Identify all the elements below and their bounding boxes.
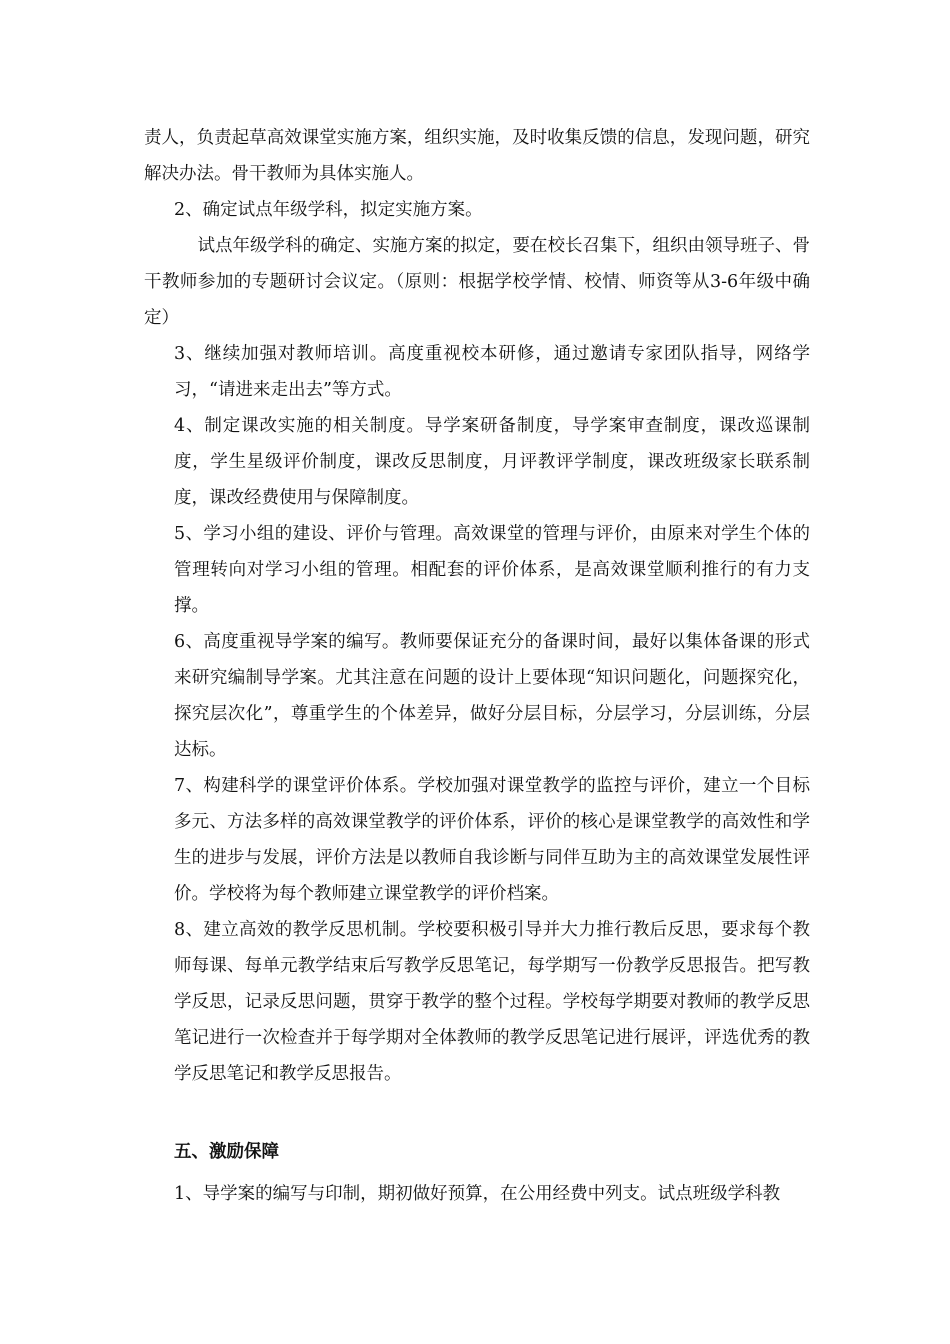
item-2-title: 2、确定试点年级学科，拟定实施方案。 xyxy=(174,200,483,220)
item-8-reflection-mechanism: 8、建立高效的教学反思机制。学校要积极引导并大力推行教后反思，要求每个教师每课、每单元教学结束后写教学反思笔记，每学期写一份教学反思报告。把写教学反思，记录反思问题，贯穿于教学的整个过程。学校每学期要对教师的教学反思笔记进行一次检查并于每学期对全体教师的教学反思笔记进行展评，评选优秀的教学反思笔记和教学反思报告。 xyxy=(174,920,810,1084)
section-heading-incentive: 五、激励保障 xyxy=(174,1142,279,1162)
item-6-learning-plans: 6、高度重视导学案的编写。教师要保证充分的备课时间，最好以集体备课的形式来研究编制导学案。尤其注意在问题的设计上要体现“知识问题化，问题探究化，探究层次化”，尊重学生的个体差异，做好分层目标，分层学习，分层训练，分层达标。 xyxy=(174,632,810,760)
item-4-reform-systems: 4、制定课改实施的相关制度。导学案研备制度，导学案审查制度，课改巡课制度，学生星级评价制度，课改反思制度，月评教评学制度，课改班级家长联系制度，课改经费使用与保障制度。 xyxy=(174,416,810,508)
item-3-teacher-training: 3、继续加强对教师培训。高度重视校本研修，通过邀请专家团队指导，网络学习，“请进来走出去”等方式。 xyxy=(174,344,810,400)
paragraph-responsibility: 责人，负责起草高效课堂实施方案，组织实施，及时收集反馈的信息，发现问题，研究解决办法。骨干教师为具体实施人。 xyxy=(144,128,810,184)
item-1-printing-budget: 1、导学案的编写与印制，期初做好预算，在公用经费中列支。试点班级学科教 xyxy=(174,1184,781,1204)
paragraph-pilot-grade: 试点年级学科的确定、实施方案的拟定，要在校长召集下，组织由领导班子、骨干教师参加的专题研讨会议定。（原则：根据学校学情、校情、师资等从3-6年级中确定） xyxy=(144,236,810,328)
item-7-evaluation-system: 7、构建科学的课堂评价体系。学校加强对课堂教学的监控与评价，建立一个目标多元、方法多样的高效课堂教学的评价体系，评价的核心是课堂教学的高效性和学生的进步与发展，评价方法是以教师自我诊断与同伴互助为主的高效课堂发展性评价。学校将为每个教师建立课堂教学的评价档案。 xyxy=(174,776,810,904)
item-5-study-groups: 5、学习小组的建设、评价与管理。高效课堂的管理与评价，由原来对学生个体的管理转向对学习小组的管理。相配套的评价体系，是高效课堂顺利推行的有力支撑。 xyxy=(174,524,810,616)
